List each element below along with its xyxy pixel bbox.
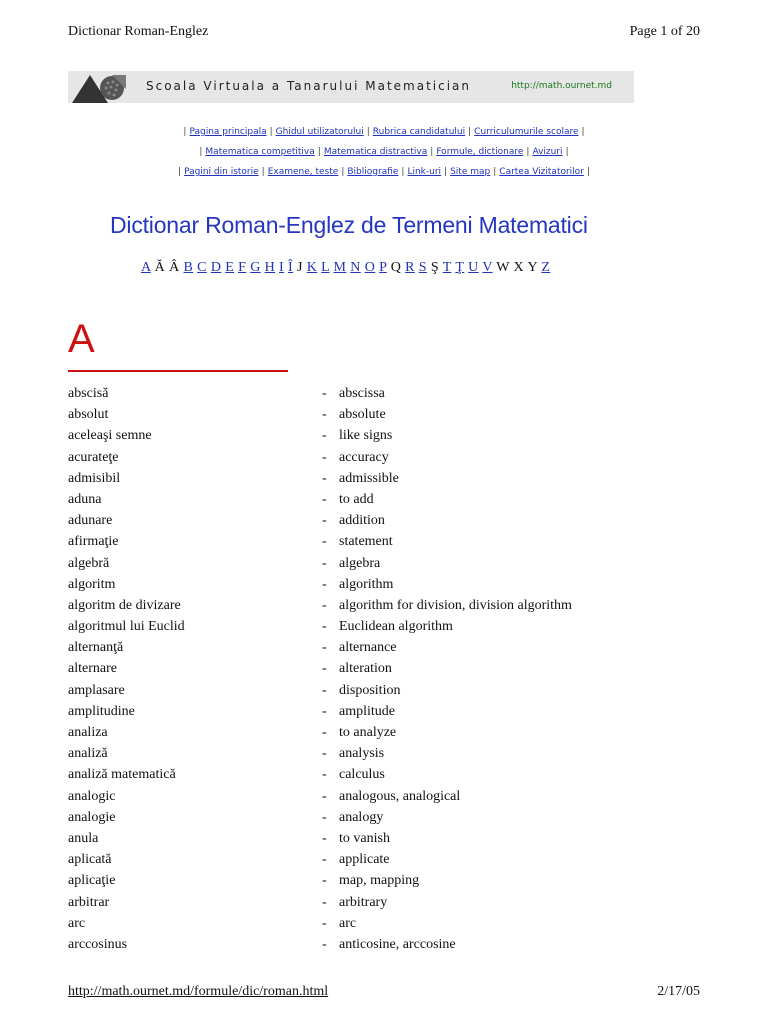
alphabet-letter: W [496,260,510,275]
romanian-term: alternanţă [68,640,124,656]
entry-row [68,722,708,743]
romanian-term: aduna [68,491,102,507]
entry-row [68,425,708,446]
english-term: applicate [339,852,390,868]
nav-link[interactable]: Matematica distractiva [323,147,428,157]
nav-link[interactable]: Matematica competitiva [205,147,315,157]
entry-row [68,616,708,637]
nav-link[interactable]: Examene, teste [267,167,339,177]
alphabet-letter[interactable]: N [350,260,361,275]
romanian-term: algoritm de divizare [68,597,181,613]
alphabet-letter: J [296,260,303,275]
entry-dash: - [322,788,327,804]
alphabet-letter[interactable]: H [264,260,276,275]
romanian-term: absolut [68,407,109,423]
entry-dash: - [322,576,327,592]
romanian-term: analogic [68,788,116,804]
entry-row [68,468,708,489]
romanian-term: analiza [68,725,108,740]
nav-link[interactable]: Pagina principala [189,127,267,137]
alphabet-letter[interactable]: F [238,260,247,275]
nav-separator: | [586,167,590,177]
entry-dash: - [322,407,327,423]
alphabet-letter[interactable]: V [482,260,493,275]
entry-dash: - [322,894,327,910]
alphabet-letter[interactable]: A [141,260,151,275]
english-term: analogy [339,809,384,825]
alphabet-letter: Ă [154,260,166,275]
nav-row-3 [0,167,768,177]
entry-dash: - [322,746,327,762]
alphabet-letter[interactable]: E [225,260,235,275]
romanian-term: algebră [68,555,110,571]
page-title: Dictionar Roman-Englez de Termeni Matematici [110,212,588,238]
romanian-term: arccosinus [68,936,128,952]
nav-separator: | [178,167,182,177]
alphabet-letter[interactable]: I [279,260,285,275]
english-term: Euclidean algorithm [339,619,453,635]
entry-row [68,574,708,595]
entry-row [68,531,708,552]
nav-separator: | [526,147,530,157]
site-url-link[interactable]: http://math.ournet.md [511,81,612,91]
english-term: to vanish [339,830,390,846]
english-term: alteration [339,661,392,677]
nav-link[interactable]: Cartea Vizitatorilor [499,167,584,177]
entry-row [68,447,708,468]
entry-row [68,383,708,404]
entry-row [68,510,708,531]
romanian-term: acurateţe [68,449,119,465]
nav-separator: | [183,127,187,137]
entry-dash: - [322,619,327,635]
entry-row [68,553,708,574]
romanian-term: aceleaşi semne [68,428,152,444]
entry-dash: - [322,809,327,825]
english-term: algorithm [339,576,394,592]
entry-dash: - [322,555,327,571]
nav-separator: | [261,167,265,177]
entry-dash: - [322,873,327,889]
nav-link[interactable]: Link-uri [407,167,442,177]
alphabet-letter[interactable]: L [321,260,330,275]
entry-dash: - [322,703,327,719]
romanian-term: amplasare [68,682,125,698]
entry-dash: - [322,830,327,846]
nav-separator: | [317,147,321,157]
nav-separator: | [444,167,448,177]
nav-separator: | [269,127,273,137]
romanian-term: analogie [68,809,116,825]
romanian-term: analiză [68,746,108,762]
alphabet-letter[interactable]: Ţ [455,260,465,275]
alphabet-letter[interactable]: Î [288,260,294,275]
entry-dash: - [322,640,327,656]
entry-dash: - [322,597,327,613]
nav-separator: | [366,127,370,137]
romanian-term: aplicată [68,852,112,868]
entry-row [68,892,708,913]
romanian-term: analiză matematică [68,767,176,783]
alphabet-letter[interactable]: S [418,260,427,275]
nav-link[interactable]: Site map [450,167,491,177]
romanian-term: admisibil [68,470,121,486]
site-name: Scoala Virtuala a Tanarului Matematician [146,79,472,93]
nav-separator: | [199,147,203,157]
nav-separator: | [493,167,497,177]
nav-separator: | [468,127,472,137]
nav-separator: | [430,147,434,157]
entry-dash: - [322,449,327,465]
english-term: admissible [339,470,399,486]
alphabet-letter: Â [169,260,180,275]
alphabet-letter[interactable]: P [379,260,387,275]
section-divider [68,370,288,372]
english-term: to analyze [339,725,397,740]
entry-dash: - [322,513,327,529]
english-term: absolute [339,407,386,423]
dictionary-entries [68,383,708,955]
entry-row [68,828,708,849]
alphabet-letter[interactable]: Z [541,260,551,275]
english-term: statement [339,534,393,550]
entry-dash: - [322,661,327,677]
entry-row [68,870,708,891]
nav-link[interactable]: Pagini din istorie [184,167,259,177]
romanian-term: adunare [68,513,113,529]
site-banner[interactable] [68,71,634,103]
nav-separator: | [565,147,569,157]
entry-dash: - [322,428,327,444]
entry-row [68,680,708,701]
alphabet-letter[interactable]: O [364,260,376,275]
entry-row [68,913,708,934]
romanian-term: algoritmul lui Euclid [68,619,185,635]
entry-dash: - [322,852,327,868]
alphabet-letter[interactable]: R [405,260,415,275]
english-term: anticosine, arccosine [339,936,456,952]
geometric-shapes-icon [68,71,128,103]
entry-row [68,807,708,828]
alphabet-letter[interactable]: C [197,260,207,275]
entry-dash: - [322,725,327,740]
english-term: amplitude [339,703,395,719]
alphabet-letter[interactable]: D [210,260,222,275]
english-term: analysis [339,746,385,762]
english-term: analogous, analogical [339,788,461,804]
nav-separator: | [341,167,345,177]
footer-date: 2/17/05 [657,984,700,999]
nav-link[interactable]: Formule, dictionare [436,147,524,157]
entry-dash: - [322,534,327,550]
entry-dash: - [322,767,327,783]
english-term: to add [339,491,374,507]
english-term: algorithm for division, division algorithm [339,597,572,613]
entry-dash: - [322,915,327,931]
alphabet-letter[interactable]: T [442,260,452,275]
section-letter: A [68,317,95,361]
entry-row [68,934,708,955]
entry-row [68,658,708,679]
english-term: calculus [339,767,385,783]
entry-row [68,489,708,510]
english-term: arc [339,915,357,931]
romanian-term: algoritm [68,576,116,592]
nav-link[interactable]: Bibliografie [347,167,399,177]
nav-link[interactable]: Ghidul utilizatorului [275,127,364,137]
alphabet-letter: X [513,260,525,275]
english-term: arbitrary [339,894,388,910]
alphabet-index [141,260,550,276]
entry-dash: - [322,936,327,952]
nav-separator: | [581,127,585,137]
alphabet-letter: Y [527,260,538,275]
english-term: addition [339,513,385,529]
nav-link[interactable]: Rubrica candidatului [372,127,466,137]
romanian-term: amplitudine [68,703,135,719]
nav-row-2 [0,147,768,157]
entry-dash: - [322,682,327,698]
entry-dash: - [322,386,327,401]
romanian-term: alternare [68,661,117,677]
alphabet-letter[interactable]: K [306,260,318,275]
entry-row [68,637,708,658]
english-term: accuracy [339,449,389,465]
nav-link[interactable]: Curriculumurile scolare [474,127,579,137]
romanian-term: aplicaţie [68,873,116,889]
entry-row [68,764,708,785]
entry-row [68,786,708,807]
entry-row [68,743,708,764]
romanian-term: afirmaţie [68,534,119,550]
english-term: like signs [339,428,393,444]
page-number: Page 1 of 20 [629,24,700,39]
english-term: alternance [339,640,397,656]
english-term: abscissa [339,386,385,401]
document-title: Dictionar Roman-Englez [68,24,209,39]
alphabet-letter: Q [390,260,402,275]
romanian-term: arbitrar [68,894,110,910]
nav-row-1 [0,127,768,137]
alphabet-letter: Ş [430,260,440,275]
alphabet-letter[interactable]: M [333,260,347,275]
entry-dash: - [322,470,327,486]
nav-separator: | [401,167,405,177]
nav-link[interactable]: Avizuri [532,147,563,157]
romanian-term: anula [68,830,99,846]
entry-dash: - [322,491,327,507]
entry-row [68,701,708,722]
english-term: algebra [339,555,381,571]
romanian-term: abscisă [68,386,109,401]
english-term: map, mapping [339,873,420,889]
alphabet-letter[interactable]: G [250,260,261,275]
alphabet-letter[interactable]: U [468,260,479,275]
entry-row [68,404,708,425]
english-term: disposition [339,682,401,698]
footer-url-link[interactable]: http://math.ournet.md/formule/dic/roman.html [68,984,329,999]
romanian-term: arc [68,915,86,931]
alphabet-letter[interactable]: B [183,260,194,275]
entry-row [68,849,708,870]
entry-row [68,595,708,616]
